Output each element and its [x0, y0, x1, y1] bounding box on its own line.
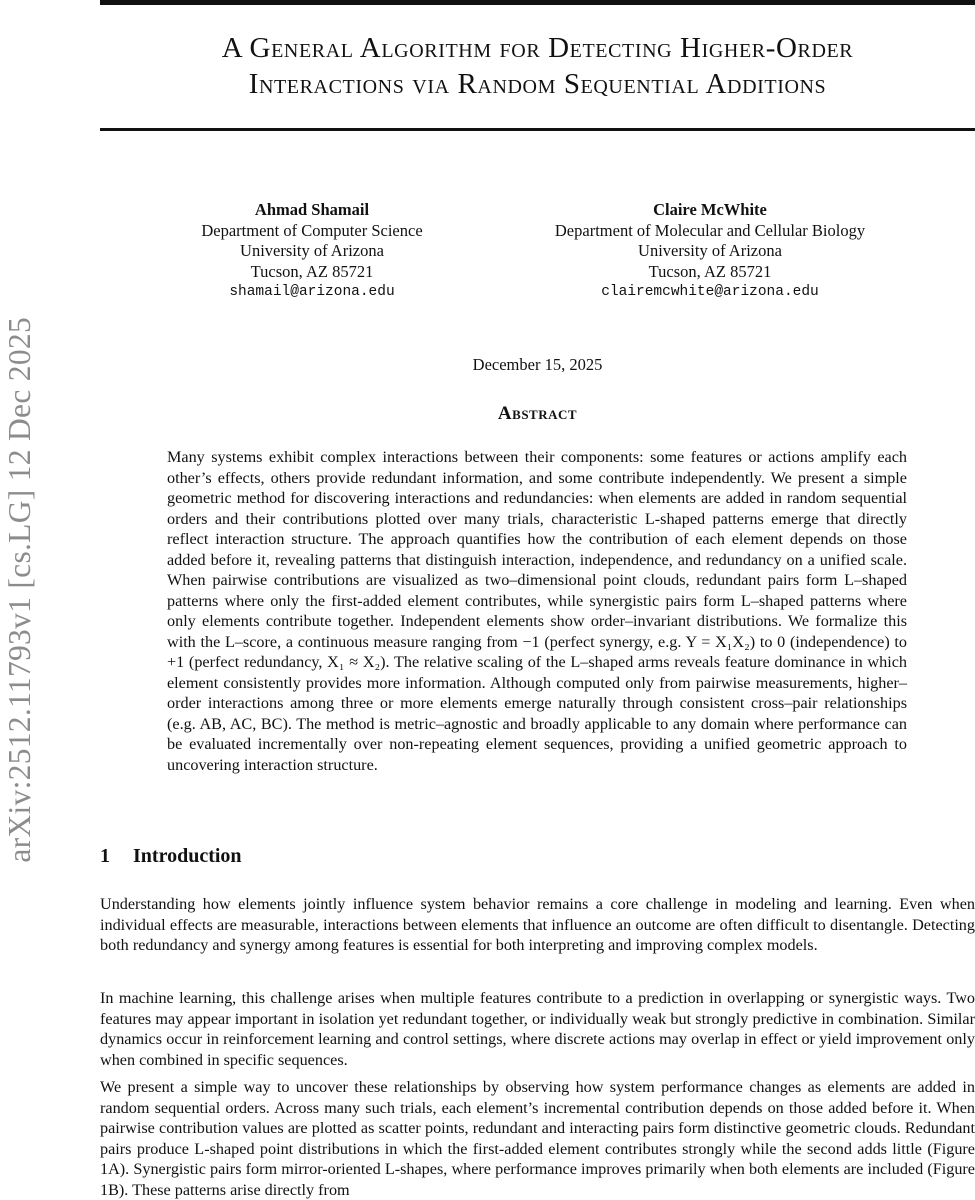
- section-title: Introduction: [133, 845, 242, 867]
- paper-title: [100, 30, 975, 102]
- abstract-heading: Abstract: [497, 403, 578, 424]
- section-number: 1: [100, 845, 110, 867]
- title-rule-top: [100, 0, 975, 5]
- section-heading: [100, 845, 242, 868]
- intro-paragraph-1: Understanding how elements jointly influence system behavior remains a core challenge in modeling and learning. Even when individual effects are measurable, interactions between elements that influence an outcome are often difficult to disentangle. Detecting both redundancy and synergy among features is essential for both interpreting and improving complex models.: [100, 895, 975, 954]
- author-university: University of Arizona: [240, 241, 384, 260]
- author-name: Claire McWhite: [653, 200, 767, 219]
- abstract-text: Many systems exhibit complex interactions between their components: some features or actions amplify each other’s effects, others provide redundant information, and some contribute independently. We present a simple geometric method for discovering interactions and redundancies: when elements are added in random sequential orders and their contributions plotted over many trials, characteristic L-shaped patterns emerge that directly reflect interaction structure. The approach quantifies how the contribution of each element depends on those added before it, revealing patterns that distinguish interaction, independence, and redundancy on a unified scale. When pairwise contributions are visualized as two–dimensional point clouds, redundant pairs form L–shaped patterns where only the first-added element contributes, while synergistic pairs form L–shaped patterns where only elements contribute together. Independent elements show order–invariant distributions. We formalize this with the L–score, a continuous measure ranging from −1 (perfect synergy, e.g. Y = X₁X₂) to 0 (independence) to +1 (perfect redundancy, X₁ ≈ X₂). The relative scaling of the L–shaped arms reveals feature dominance in which element consistently provides more information. Although computed only from pairwise measurements, higher–order interactions among three or more elements emerge naturally through consistent cross–pair relationships (e.g. AB, AC, BC). The method is metric–agnostic and broadly applicable to any domain where performance can be evaluated incrementally over non-repeating element sequences, providing a unified geometric approach to uncovering interaction structure.: [167, 448, 907, 774]
- title-line-2: Interactions via Random Sequential Additions: [248, 68, 827, 100]
- author-email[interactable]: shamail@arizona.edu: [229, 284, 395, 300]
- author-department: Department of Molecular and Cellular Biology: [554, 220, 866, 240]
- author-name: Ahmad Shamail: [254, 200, 370, 219]
- author-email[interactable]: clairemcwhite@arizona.edu: [601, 284, 819, 300]
- author-department: Department of Computer Science: [201, 220, 423, 240]
- intro-paragraph-3: We present a simple way to uncover these relationships by observing how system performance changes as elements are added in random sequential orders. Across many such trials, each element’s incremental contribution depends on those added before it. When pairwise contribution values are plotted as scatter points, redundant and interacting pairs form distinctive geometric clouds. Redundant pairs produce L-shaped point distributions in which the first-added element contributes strongly while the second adds little (Figure 1A). Synergistic pairs form mirror-oriented L-shapes, where performance improves primarily when both elements are included (Figure 1B). These patterns arise directly from: [100, 1078, 975, 1199]
- author-location: Tucson, AZ 85721: [250, 261, 374, 281]
- author-location: Tucson, AZ 85721: [648, 261, 772, 281]
- publication-date: December 15, 2025: [472, 355, 603, 374]
- title-rule-bottom: [100, 128, 975, 131]
- arxiv-sidebar: [0, 262, 40, 917]
- author-university: University of Arizona: [638, 241, 782, 260]
- author-block-2: [520, 200, 900, 303]
- arxiv-identifier: arXiv:2512.11793v1 [cs.LG] 12 Dec 2025: [2, 316, 37, 863]
- author-block-1: [162, 200, 462, 303]
- intro-paragraph-2: In machine learning, this challenge arises when multiple features contribute to a prediction in overlapping or synergistic ways. Two features may appear important in isolation yet redundant together, or individually weak but strongly predictive in combination. Similar dynamics occur in reinforcement learning and control settings, where discrete actions may overlap in effect or yield improvement only when combined in specific sequences.: [100, 989, 975, 1069]
- title-line-1: A General Algorithm for Detecting Higher-Order: [221, 32, 854, 64]
